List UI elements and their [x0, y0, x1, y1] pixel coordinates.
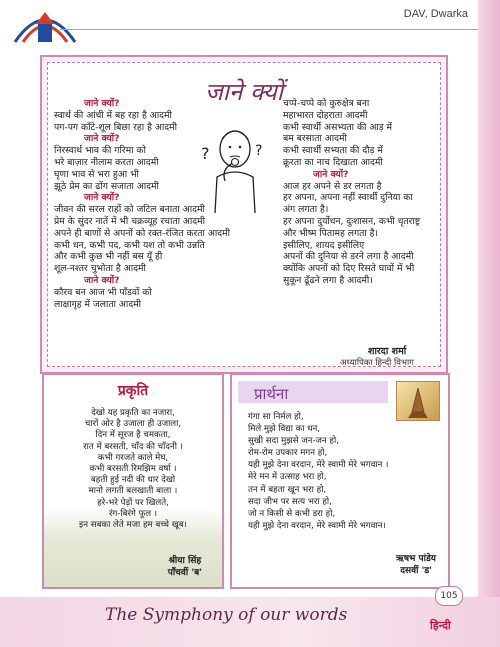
- school-name: DAV, Dwarka: [403, 8, 468, 20]
- prarthana-title: प्रार्थना: [254, 385, 289, 403]
- poem-line: कभी धन, कभी पद, कभी यश तो कभी उन्नति: [54, 239, 205, 251]
- poem-line: जो न किसी से कभी डरा हो,: [248, 508, 336, 519]
- poem-line: कभी स्वार्थी असभ्यता की आड़ में: [283, 121, 393, 133]
- refrain-line: जाने क्यों?: [84, 98, 120, 109]
- poem-line: भरे बाज़ार नीलाम करता आदमी: [54, 156, 159, 168]
- poem-line: प्रेम के सुंदर नातें में भी चक्रव्यूह रचाता आदमी: [54, 215, 206, 227]
- poem-line: सुखी सदा मुझसे जन-जन हो,: [248, 436, 339, 447]
- poem-line: और कभी कुछ भी नहीं बस यूँ ही: [54, 251, 163, 263]
- poem-line: कभी गरजते काले मेघ,: [97, 452, 169, 463]
- poem-line: बम बरसाता आदमी: [283, 133, 347, 145]
- poem-line: रंग-बिरंगे फूल ।: [108, 508, 158, 519]
- poem-line: मेरे मन में उत्साह भरा हो,: [248, 472, 327, 483]
- poem-line: स्वार्थ की आंधी में बह रहा है आदमी: [54, 109, 172, 121]
- magazine-tagline: The Symphony of our words: [105, 605, 348, 625]
- poem-line: क्रूरता का नाच दिखाता आदमी: [283, 156, 383, 168]
- prakriti-class: पाँचवीं 'ब': [167, 568, 202, 578]
- poem-line: शूल-नश्तर चुभोता है आदमी: [54, 263, 146, 275]
- poem-line: हर अपना, अपना नहीं स्वार्थी दुनिया का: [283, 192, 413, 204]
- main-poem-right-column: [283, 98, 443, 287]
- poem-line: घृणा भाव से भरा हुआ भी: [54, 168, 139, 180]
- refrain-line: जाने क्यों?: [84, 133, 120, 145]
- right-decorative-strip: [478, 0, 500, 647]
- poem-line: अपनों की दुनिया से डरने लगा है आदमी: [283, 251, 414, 263]
- poem-line: रोम-रोम उपकार मगन हो,: [248, 448, 328, 459]
- page-number: 105: [435, 586, 463, 606]
- poem-line: चप्पे-चप्पे को कुरुक्षेत्र बना: [283, 98, 370, 109]
- refrain-line: जाने क्यों?: [313, 168, 349, 180]
- poem-line: झूठे प्रेम का ढोंग सजाता आदमी: [54, 180, 159, 192]
- poem-line: कभी बरसती रिमझिम वर्षा ।: [89, 464, 177, 475]
- poem-line: तन में बहता खून भरा हो,: [248, 484, 327, 495]
- poem-line: और भीष्म पितामह लगता है।: [283, 227, 379, 239]
- poem-line: हर अपना दुर्योधन, दुःशासन, कभी धृतराष्ट्र: [283, 215, 421, 227]
- poem-line: गंगा सा निर्मल हो,: [248, 412, 304, 422]
- poem-line: क्योंकि अपनों को दिए रिसते घावों में भी: [283, 263, 415, 275]
- poem-line: बहती हुई नदी की धार देखो: [90, 475, 176, 486]
- svg-text:?: ?: [201, 144, 210, 163]
- poem-line: मिले मुझे विद्या का धन,: [248, 424, 321, 435]
- poem-line: सदा जीभ पर सत्य भरा हो,: [248, 496, 332, 507]
- poem-line: महाभारत दोहराता आदमी: [283, 109, 368, 121]
- poem-line: कौरव बन आज भी पाँडवों को: [54, 286, 152, 298]
- poem-line: दिन में सूरज है चमकता,: [95, 430, 171, 441]
- poem-line: देखो यह प्रकृति का नजारा,: [91, 408, 175, 418]
- poem-line: कभी स्वार्थी सभ्यता की दौड़ में: [283, 145, 383, 157]
- poem-line: चारों ओर है उजाला ही उजाला,: [84, 419, 182, 430]
- prarthana-author: ऋषभ पांडेय: [396, 554, 436, 564]
- dav-logo: [10, 4, 80, 46]
- poem-line: अंग लगता है।: [283, 204, 329, 216]
- main-poem-author-role: अध्यापिका हिन्दी विभाग: [340, 358, 414, 368]
- prakriti-poem-box: [42, 373, 224, 589]
- poem-line: मानो लगती बलखाती बाला ।: [88, 486, 178, 497]
- poem-line: इन सबका लेते मजा हम बच्चे खूब।: [79, 520, 187, 531]
- poem-line: सुकून ढूँढने लगा है आदमी।: [283, 274, 373, 286]
- refrain-line: जाने क्यों?: [84, 192, 120, 204]
- prakriti-author-block: [168, 555, 202, 579]
- poem-line: जीवन की सरल राहों को जटिल बनाता आदमी: [54, 204, 205, 216]
- prarthana-class: दसवीं 'ड': [400, 566, 432, 576]
- prarthana-lines: [248, 411, 438, 532]
- header-rule: [60, 29, 478, 30]
- main-poem-title: जाने क्यों: [205, 78, 283, 106]
- poem-line: हरे-भरे पेड़ों पर खिलते,: [97, 497, 169, 508]
- prakriti-author: श्रीया सिंह: [168, 556, 202, 566]
- poem-line: आज हर अपने से डर लगता है: [283, 180, 382, 192]
- prarthana-author-block: [396, 553, 436, 577]
- svg-text:?: ?: [255, 143, 263, 159]
- poem-line: यही मुझे देना वरदान, मेरे स्वामी मेरे भगवान ।: [248, 460, 389, 471]
- section-subject: हिन्दी: [430, 619, 451, 632]
- poem-line: यही मुझे देना वरदान, मेरे स्वामी मेरे भगवान।: [248, 520, 386, 531]
- prarthana-poem-box: [230, 373, 450, 589]
- poem-line: लाक्षागृह में जलाता आदमी: [54, 298, 142, 310]
- poem-line: पग-पग काँटे-शूल बिछा रहा है आदमी: [54, 121, 178, 133]
- prakriti-title: प्रकृति: [117, 383, 149, 399]
- refrain-line: जाने क्यों?: [84, 274, 120, 286]
- poem-line: अपने ही बाणों से अपनों को रक्त-रंजित करता आदमी: [54, 227, 230, 239]
- poem-line: निरस्वार्थ भाव की गरिमा को: [54, 145, 146, 157]
- main-poem-author: शारदा शर्मा: [368, 346, 407, 357]
- poem-line: इसीलिए, शायद इसीलिए: [283, 239, 365, 251]
- poem-line: रात में बरसती, चाँद की चाँदनी ।: [83, 441, 183, 452]
- prarthana-title-banner: [238, 381, 388, 403]
- thinking-boy-illustration: [195, 115, 275, 215]
- prakriti-lines: [44, 408, 222, 531]
